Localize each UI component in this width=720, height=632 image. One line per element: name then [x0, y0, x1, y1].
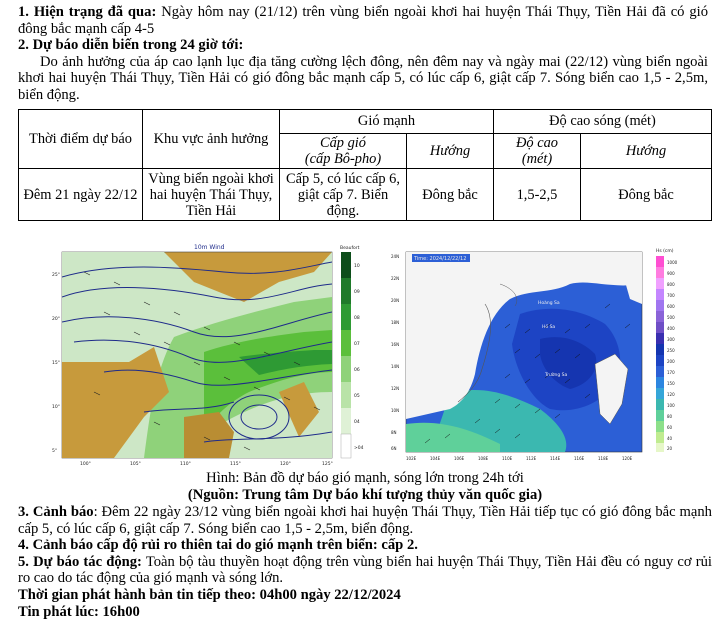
section-impact-text: Toàn bộ tàu thuyền hoạt động trên vùng biển hai huyện Thái Thụy, Tiền Hải đều có nguy cơ rủi ro cao do tác động của gió mạnh và sóng lớn.	[18, 553, 712, 587]
section-impact-heading: 5. Dự báo tác động:	[18, 553, 142, 570]
sub-wave-height-l2: (mét)	[521, 151, 553, 168]
wave-lon-tick: 118E	[598, 456, 609, 461]
wind-legend-tick: 04	[354, 420, 360, 425]
sub-wind-level-l2: (cấp Bô-pho)	[304, 151, 382, 168]
wave-legend-tick: 120	[667, 392, 675, 397]
wave-lon-tick: 114E	[550, 456, 561, 461]
wave-legend	[656, 256, 664, 452]
wind-legend-tick: >04	[354, 446, 364, 451]
wave-lon-tick: 110E	[502, 456, 513, 461]
wind-legend-tick: 06	[354, 368, 360, 373]
wave-legend-tick: 400	[667, 326, 675, 331]
sub-wave-dir: Hướng	[581, 134, 712, 169]
wave-legend-tick: 200	[667, 359, 675, 364]
cell-area: Vùng biển ngoài khơi hai huyện Thái Thụy, Tiền Hải	[143, 169, 280, 221]
section-forecast-heading: 2. Dự báo diễn biến trong 24 giờ tới:	[18, 37, 244, 54]
section-warning-heading: 3. Cảnh báo	[18, 504, 94, 520]
figure-caption	[18, 470, 712, 503]
wave-label-truong-sa: Trường Sa	[545, 373, 568, 378]
col-wave-header: Độ cao sóng (mét)	[494, 110, 712, 134]
wave-lat-tick: 14N	[391, 364, 400, 369]
wave-map	[390, 244, 690, 468]
section-forecast-text: Do ảnh hưởng của áp cao lạnh lục địa tăng cường lệch đông, nên đêm nay và ngày mai (22/12) vùng biển ngoài khơi hai huyện Thái Thụy, Tiền Hải có gió đông bắc mạnh cấp 5, có lúc cấp 6, giật cấp 7. Sóng biển cao 1,5 - 2,5m, biển động.	[18, 53, 708, 103]
wave-legend-tick: 250	[667, 348, 675, 353]
wind-map	[44, 242, 374, 468]
table-row	[19, 169, 712, 221]
wind-legend-title: Beaufort	[340, 246, 360, 251]
col-wind-header: Gió mạnh	[280, 110, 494, 134]
wave-legend-tick: 170	[667, 370, 675, 375]
wind-lat-tick: 5°	[52, 449, 58, 454]
forecast-maps	[24, 240, 684, 472]
wind-lat-tick: 20°	[52, 317, 60, 322]
wave-legend-tick: 800	[667, 282, 675, 287]
cell-wind-level: Cấp 5, có lúc cấp 6, giật cấp 7. Biển động.	[280, 169, 407, 221]
sub-wave-height	[494, 134, 581, 169]
wave-legend-title: Hs (cm)	[656, 249, 674, 254]
wind-lon-tick: 115°	[230, 462, 241, 467]
wind-legend	[341, 252, 351, 458]
wind-lat-tick: 15°	[52, 361, 60, 366]
wind-lon-tick: 105°	[130, 462, 141, 467]
wave-legend-tick: 100	[667, 403, 675, 408]
cell-wave-height: 1,5-2,5	[494, 169, 581, 221]
wave-legend-tick: 80	[667, 414, 673, 419]
cell-wind-dir: Đông bắc	[407, 169, 494, 221]
wind-lon-tick: 110°	[180, 462, 191, 467]
sub-wind-dir: Hướng	[407, 134, 494, 169]
wave-lon-tick: 112E	[526, 456, 537, 461]
col-time-header: Thời điểm dự báo	[19, 110, 143, 169]
wave-lat-tick: 8N	[391, 430, 397, 435]
col-area-header: Khu vực ảnh hưởng	[143, 110, 280, 169]
section-current-text: Ngày hôm nay (21/12) trên vùng biển ngoài khơi hai huyện Thái Thụy, Tiền Hải đã có gió đông bắc mạnh cấp 4-5	[18, 4, 709, 37]
wave-legend-tick: 900	[667, 271, 675, 276]
wave-map-graphic	[390, 244, 690, 468]
wind-lat-tick: 10°	[52, 405, 60, 410]
wave-lat-tick: 16N	[391, 342, 400, 347]
wave-lat-tick: 24N	[391, 254, 400, 259]
wave-lat-tick: 10N	[391, 408, 400, 413]
cell-wave-dir: Đông bắc	[581, 169, 712, 221]
forecast-table	[18, 109, 712, 221]
figure-caption-title: Hình: Bản đồ dự báo gió mạnh, sóng lớn trong 24h tới	[206, 470, 524, 486]
wave-legend-tick: 40	[667, 436, 673, 441]
wave-lon-tick: 104E	[430, 456, 441, 461]
cell-time: Đêm 21 ngày 22/12	[19, 169, 143, 221]
wind-lon-tick: 100°	[80, 462, 91, 467]
wave-lat-tick: 6N	[391, 446, 397, 451]
section-impact	[18, 554, 712, 587]
section-current	[18, 4, 708, 37]
wave-legend-tick: 500	[667, 315, 675, 320]
wave-legend-tick: 20	[667, 446, 673, 451]
wave-legend-tick: 700	[667, 293, 675, 298]
wind-map-title: 10m Wind	[194, 244, 225, 251]
wind-legend-tick: 08	[354, 316, 360, 321]
section-risk-level: 4. Cảnh báo cấp độ rủi ro thiên tai do gió mạnh trên biển: cấp 2.	[18, 537, 418, 554]
wave-lat-tick: 18N	[391, 320, 400, 325]
wind-lat-tick: 25°	[52, 273, 60, 278]
wave-legend-tick: 1000	[667, 260, 678, 265]
issued-time: Tin phát lúc: 16h00	[18, 603, 140, 620]
section-warning-text: : Đêm 22 ngày 23/12 vùng biển ngoài khơi hai huyện Thái Thụy, Tiền Hải tiếp tục có gió đông bắc mạnh cấp 5, có lúc cấp 6, giật cấp 7. Sóng biển cao 1,5 - 2,5m, biển động.	[18, 504, 712, 537]
wave-lon-tick: 120E	[622, 456, 633, 461]
sub-wave-height-l1: Độ cao	[516, 135, 558, 151]
wind-legend-tick: 05	[354, 394, 360, 399]
wave-lon-tick: 106E	[454, 456, 465, 461]
wind-legend-tick: 10	[354, 264, 360, 269]
wind-legend-tick: 09	[354, 290, 360, 295]
section-warning	[18, 504, 712, 537]
wave-legend-tick: 300	[667, 337, 675, 342]
wave-label-hoang-sa: Hoàng Sa	[538, 301, 560, 306]
wave-legend-tick: 60	[667, 425, 673, 430]
wave-lat-tick: 20N	[391, 298, 400, 303]
wave-label-ho-sa: Hồ Sa	[542, 325, 556, 330]
wave-legend-tick: 600	[667, 304, 675, 309]
wind-lon-tick: 120°	[280, 462, 291, 467]
section-current-heading: 1. Hiện trạng đã qua:	[18, 4, 157, 20]
wave-lat-tick: 22N	[391, 276, 400, 281]
figure-caption-source: (Nguồn: Trung tâm Dự báo khí tượng thủy văn quốc gia)	[187, 486, 543, 503]
wave-lon-tick: 116E	[574, 456, 585, 461]
next-release-time: Thời gian phát hành bản tin tiếp theo: 04h00 ngày 22/12/2024	[18, 586, 401, 603]
wave-legend-tick: 150	[667, 381, 675, 386]
sub-wind-level	[280, 134, 407, 169]
wind-legend-tick: 07	[354, 342, 360, 347]
wave-lat-tick: 12N	[391, 386, 400, 391]
wave-map-time: Time: 2024/12/22/12	[414, 256, 467, 262]
wind-map-graphic	[44, 242, 374, 468]
bulletin-footer	[18, 504, 712, 620]
wave-lon-tick: 108E	[478, 456, 489, 461]
wind-lon-tick: 125°	[322, 462, 333, 467]
sub-wind-level-l1: Cấp gió	[320, 135, 366, 151]
wave-lon-tick: 102E	[406, 456, 417, 461]
